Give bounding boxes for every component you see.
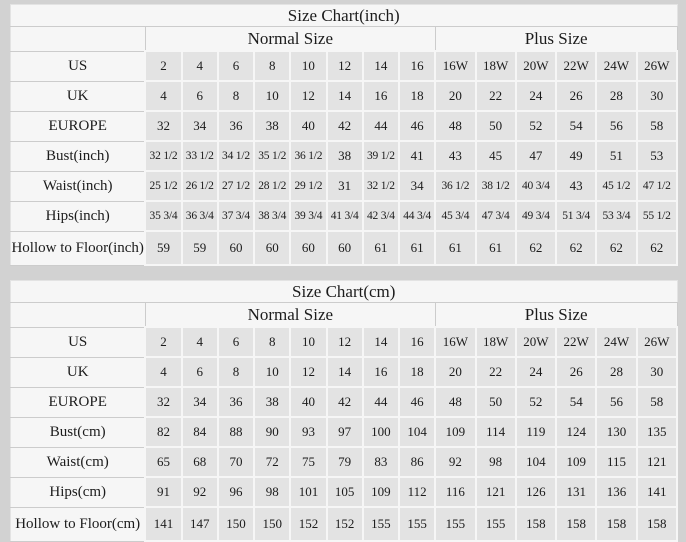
size-cell: 42 <box>327 387 363 417</box>
table-row <box>11 51 678 81</box>
group-header-plus-size: Plus Size <box>435 303 677 328</box>
size-cell: 60 <box>327 231 363 265</box>
size-cell: 51 <box>596 141 636 171</box>
size-cell: 16W <box>435 51 475 81</box>
size-cell: 4 <box>182 327 218 357</box>
size-cell: 88 <box>218 417 254 447</box>
size-cell: 136 <box>596 477 636 507</box>
size-cell: 93 <box>290 417 326 447</box>
size-cell: 150 <box>254 507 290 541</box>
size-cell: 101 <box>290 477 326 507</box>
size-cell: 54 <box>556 387 596 417</box>
size-cell: 20 <box>435 81 475 111</box>
size-cell: 70 <box>218 447 254 477</box>
size-cell: 56 <box>596 111 636 141</box>
size-cell: 16 <box>399 327 435 357</box>
size-cell: 16 <box>363 81 399 111</box>
table-row <box>11 387 678 417</box>
size-cell: 158 <box>596 507 636 541</box>
row-label-us: US <box>11 327 146 357</box>
size-cell: 152 <box>290 507 326 541</box>
size-chart-table <box>10 4 678 266</box>
size-cell: 53 <box>637 141 678 171</box>
size-cell: 26W <box>637 51 678 81</box>
table-row <box>11 357 678 387</box>
row-label-waist: Waist(inch) <box>11 171 146 201</box>
size-cell: 104 <box>516 447 556 477</box>
size-cell: 42 3/4 <box>363 201 399 231</box>
size-cell: 98 <box>254 477 290 507</box>
size-cell: 61 <box>399 231 435 265</box>
size-cell: 68 <box>182 447 218 477</box>
size-cell: 2 <box>145 327 181 357</box>
size-cell: 6 <box>218 327 254 357</box>
size-chart-title: Size Chart(inch) <box>11 5 678 27</box>
size-cell: 158 <box>637 507 677 541</box>
size-cell: 82 <box>145 417 181 447</box>
size-cell: 158 <box>516 507 556 541</box>
size-cell: 47 <box>516 141 556 171</box>
row-label-hollow-to-floor: Hollow to Floor(inch) <box>11 231 146 265</box>
size-cell: 121 <box>476 477 516 507</box>
size-cell: 61 <box>363 231 399 265</box>
size-cell: 32 1/2 <box>145 141 181 171</box>
title-row <box>11 5 678 27</box>
size-cell: 20 <box>435 357 475 387</box>
size-cell: 10 <box>290 51 326 81</box>
group-header-normal-size: Normal Size <box>145 27 435 52</box>
size-cell: 16 <box>363 357 399 387</box>
row-label-hips: Hips(inch) <box>11 201 146 231</box>
table-row <box>11 507 678 541</box>
size-cell: 155 <box>363 507 399 541</box>
size-cell: 109 <box>363 477 399 507</box>
size-cell: 24 <box>516 357 556 387</box>
table-header <box>11 281 678 328</box>
size-cell: 6 <box>182 357 218 387</box>
size-cell: 141 <box>637 477 677 507</box>
size-cell: 130 <box>596 417 636 447</box>
size-cell: 90 <box>254 417 290 447</box>
size-cell: 124 <box>556 417 596 447</box>
size-cell: 32 1/2 <box>363 171 399 201</box>
size-cell: 8 <box>218 81 254 111</box>
size-cell: 98 <box>476 447 516 477</box>
group-header-row <box>11 27 678 52</box>
title-row <box>11 281 678 303</box>
size-cell: 44 <box>363 111 399 141</box>
size-cell: 59 <box>182 231 218 265</box>
size-cell: 24W <box>596 327 636 357</box>
size-cell: 25 1/2 <box>145 171 181 201</box>
row-label-waist: Waist(cm) <box>11 447 146 477</box>
size-cell: 18W <box>476 327 516 357</box>
size-cell: 112 <box>399 477 435 507</box>
size-cell: 16W <box>435 327 475 357</box>
size-cell: 126 <box>516 477 556 507</box>
size-cell: 24 <box>516 81 556 111</box>
size-cell: 41 3/4 <box>327 201 363 231</box>
size-cell: 104 <box>399 417 435 447</box>
size-cell: 49 <box>556 141 596 171</box>
size-cell: 96 <box>218 477 254 507</box>
size-cell: 6 <box>218 51 254 81</box>
size-cell: 14 <box>327 357 363 387</box>
corner-cell <box>11 303 146 328</box>
size-cell: 29 1/2 <box>290 171 326 201</box>
size-cell: 45 1/2 <box>596 171 636 201</box>
group-header-plus-size: Plus Size <box>435 27 677 52</box>
size-cell: 2 <box>145 51 181 81</box>
size-cell: 28 <box>596 357 636 387</box>
size-cell: 26 1/2 <box>182 171 218 201</box>
size-cell: 53 3/4 <box>596 201 636 231</box>
size-cell: 38 <box>254 387 290 417</box>
size-cell: 47 3/4 <box>476 201 516 231</box>
size-cell: 61 <box>435 231 475 265</box>
size-cell: 38 <box>327 141 363 171</box>
size-cell: 4 <box>182 51 218 81</box>
size-cell: 83 <box>363 447 399 477</box>
size-cell: 31 <box>327 171 363 201</box>
group-header-row <box>11 303 678 328</box>
size-cell: 18 <box>399 357 435 387</box>
size-cell: 26 <box>556 357 596 387</box>
size-cell: 14 <box>363 51 399 81</box>
size-cell: 36 3/4 <box>182 201 218 231</box>
size-cell: 119 <box>516 417 556 447</box>
size-cell: 45 <box>476 141 516 171</box>
row-label-bust: Bust(cm) <box>11 417 146 447</box>
size-cell: 6 <box>182 81 218 111</box>
size-cell: 46 <box>399 111 435 141</box>
size-cell: 12 <box>327 51 363 81</box>
size-chart-cm-section <box>10 266 678 542</box>
size-cell: 43 <box>556 171 596 201</box>
table-row <box>11 111 678 141</box>
size-cell: 4 <box>145 357 181 387</box>
size-cell: 43 <box>435 141 475 171</box>
size-cell: 62 <box>596 231 636 265</box>
table-row <box>11 201 678 231</box>
size-cell: 147 <box>182 507 218 541</box>
size-cell: 34 <box>182 111 218 141</box>
table-row <box>11 81 678 111</box>
size-cell: 10 <box>254 357 290 387</box>
size-cell: 55 1/2 <box>637 201 678 231</box>
size-cell: 86 <box>399 447 435 477</box>
size-cell: 114 <box>476 417 516 447</box>
size-cell: 115 <box>596 447 636 477</box>
size-cell: 36 1/2 <box>290 141 326 171</box>
size-cell: 40 <box>290 111 326 141</box>
size-cell: 91 <box>145 477 181 507</box>
size-cell: 12 <box>327 327 363 357</box>
size-cell: 38 3/4 <box>254 201 290 231</box>
size-cell: 28 1/2 <box>254 171 290 201</box>
size-cell: 24W <box>596 51 636 81</box>
size-cell: 10 <box>290 327 326 357</box>
size-cell: 58 <box>637 387 677 417</box>
corner-cell <box>11 27 146 52</box>
size-cell: 14 <box>363 327 399 357</box>
size-cell: 14 <box>327 81 363 111</box>
group-header-normal-size: Normal Size <box>145 303 435 328</box>
size-cell: 47 1/2 <box>637 171 678 201</box>
size-cell: 155 <box>435 507 475 541</box>
table-header <box>11 5 678 52</box>
size-cell: 150 <box>218 507 254 541</box>
size-cell: 100 <box>363 417 399 447</box>
size-cell: 40 3/4 <box>516 171 556 201</box>
size-cell: 34 <box>182 387 218 417</box>
size-cell: 18W <box>476 51 516 81</box>
size-chart-table <box>10 280 678 542</box>
size-cell: 8 <box>218 357 254 387</box>
size-cell: 52 <box>516 111 556 141</box>
table-row <box>11 477 678 507</box>
table-row <box>11 141 678 171</box>
size-cell: 79 <box>327 447 363 477</box>
size-cell: 26 <box>556 81 596 111</box>
row-label-uk: UK <box>11 357 146 387</box>
size-cell: 109 <box>556 447 596 477</box>
size-cell: 33 1/2 <box>182 141 218 171</box>
size-cell: 61 <box>476 231 516 265</box>
size-cell: 116 <box>435 477 475 507</box>
size-cell: 72 <box>254 447 290 477</box>
size-cell: 50 <box>476 387 516 417</box>
size-cell: 48 <box>435 111 475 141</box>
size-cell: 65 <box>145 447 181 477</box>
size-cell: 155 <box>476 507 516 541</box>
row-label-hips: Hips(cm) <box>11 477 146 507</box>
size-cell: 45 3/4 <box>435 201 475 231</box>
size-cell: 97 <box>327 417 363 447</box>
size-cell: 59 <box>145 231 181 265</box>
size-cell: 92 <box>435 447 475 477</box>
row-label-uk: UK <box>11 81 146 111</box>
row-label-europe: EUROPE <box>11 387 146 417</box>
size-cell: 34 1/2 <box>218 141 254 171</box>
size-cell: 135 <box>637 417 677 447</box>
size-cell: 37 3/4 <box>218 201 254 231</box>
size-cell: 32 <box>145 387 181 417</box>
size-cell: 22 <box>476 357 516 387</box>
size-cell: 4 <box>145 81 181 111</box>
size-cell: 109 <box>435 417 475 447</box>
size-cell: 41 <box>399 141 435 171</box>
size-cell: 30 <box>637 357 677 387</box>
size-cell: 105 <box>327 477 363 507</box>
size-cell: 10 <box>254 81 290 111</box>
size-cell: 22W <box>556 51 596 81</box>
size-cell: 35 1/2 <box>254 141 290 171</box>
row-label-europe: EUROPE <box>11 111 146 141</box>
size-cell: 58 <box>637 111 678 141</box>
size-cell: 22 <box>476 81 516 111</box>
size-cell: 38 <box>254 111 290 141</box>
size-cell: 36 <box>218 387 254 417</box>
size-cell: 8 <box>254 51 290 81</box>
size-cell: 28 <box>596 81 636 111</box>
size-cell: 18 <box>399 81 435 111</box>
size-cell: 62 <box>556 231 596 265</box>
size-cell: 131 <box>556 477 596 507</box>
size-chart-title: Size Chart(cm) <box>11 281 678 303</box>
row-label-us: US <box>11 51 146 81</box>
size-cell: 36 1/2 <box>435 171 475 201</box>
size-cell: 54 <box>556 111 596 141</box>
size-cell: 155 <box>399 507 435 541</box>
size-cell: 92 <box>182 477 218 507</box>
size-cell: 40 <box>290 387 326 417</box>
table-row <box>11 171 678 201</box>
size-cell: 56 <box>596 387 636 417</box>
size-cell: 62 <box>637 231 678 265</box>
table-body <box>11 51 678 265</box>
size-cell: 35 3/4 <box>145 201 181 231</box>
size-cell: 39 3/4 <box>290 201 326 231</box>
size-cell: 50 <box>476 111 516 141</box>
size-cell: 44 3/4 <box>399 201 435 231</box>
size-cell: 158 <box>556 507 596 541</box>
table-row <box>11 231 678 265</box>
size-cell: 62 <box>516 231 556 265</box>
size-cell: 22W <box>556 327 596 357</box>
size-cell: 60 <box>254 231 290 265</box>
size-cell: 12 <box>290 357 326 387</box>
size-cell: 30 <box>637 81 678 111</box>
size-cell: 46 <box>399 387 435 417</box>
size-cell: 152 <box>327 507 363 541</box>
size-chart-inch-section <box>10 0 678 266</box>
size-cell: 44 <box>363 387 399 417</box>
size-cell: 121 <box>637 447 677 477</box>
size-cell: 16 <box>399 51 435 81</box>
table-row <box>11 417 678 447</box>
size-cell: 60 <box>290 231 326 265</box>
size-cell: 51 3/4 <box>556 201 596 231</box>
size-cell: 48 <box>435 387 475 417</box>
row-label-bust: Bust(inch) <box>11 141 146 171</box>
size-cell: 49 3/4 <box>516 201 556 231</box>
table-row <box>11 447 678 477</box>
size-cell: 38 1/2 <box>476 171 516 201</box>
size-cell: 12 <box>290 81 326 111</box>
size-cell: 52 <box>516 387 556 417</box>
size-cell: 20W <box>516 51 556 81</box>
size-cell: 32 <box>145 111 181 141</box>
size-cell: 39 1/2 <box>363 141 399 171</box>
table-row <box>11 327 678 357</box>
table-body <box>11 327 678 541</box>
size-cell: 75 <box>290 447 326 477</box>
size-cell: 42 <box>327 111 363 141</box>
size-cell: 84 <box>182 417 218 447</box>
size-cell: 27 1/2 <box>218 171 254 201</box>
size-cell: 20W <box>516 327 556 357</box>
row-label-hollow-to-floor: Hollow to Floor(cm) <box>11 507 146 541</box>
size-cell: 34 <box>399 171 435 201</box>
size-cell: 8 <box>254 327 290 357</box>
size-cell: 36 <box>218 111 254 141</box>
size-cell: 60 <box>218 231 254 265</box>
size-cell: 141 <box>145 507 181 541</box>
size-cell: 26W <box>637 327 677 357</box>
